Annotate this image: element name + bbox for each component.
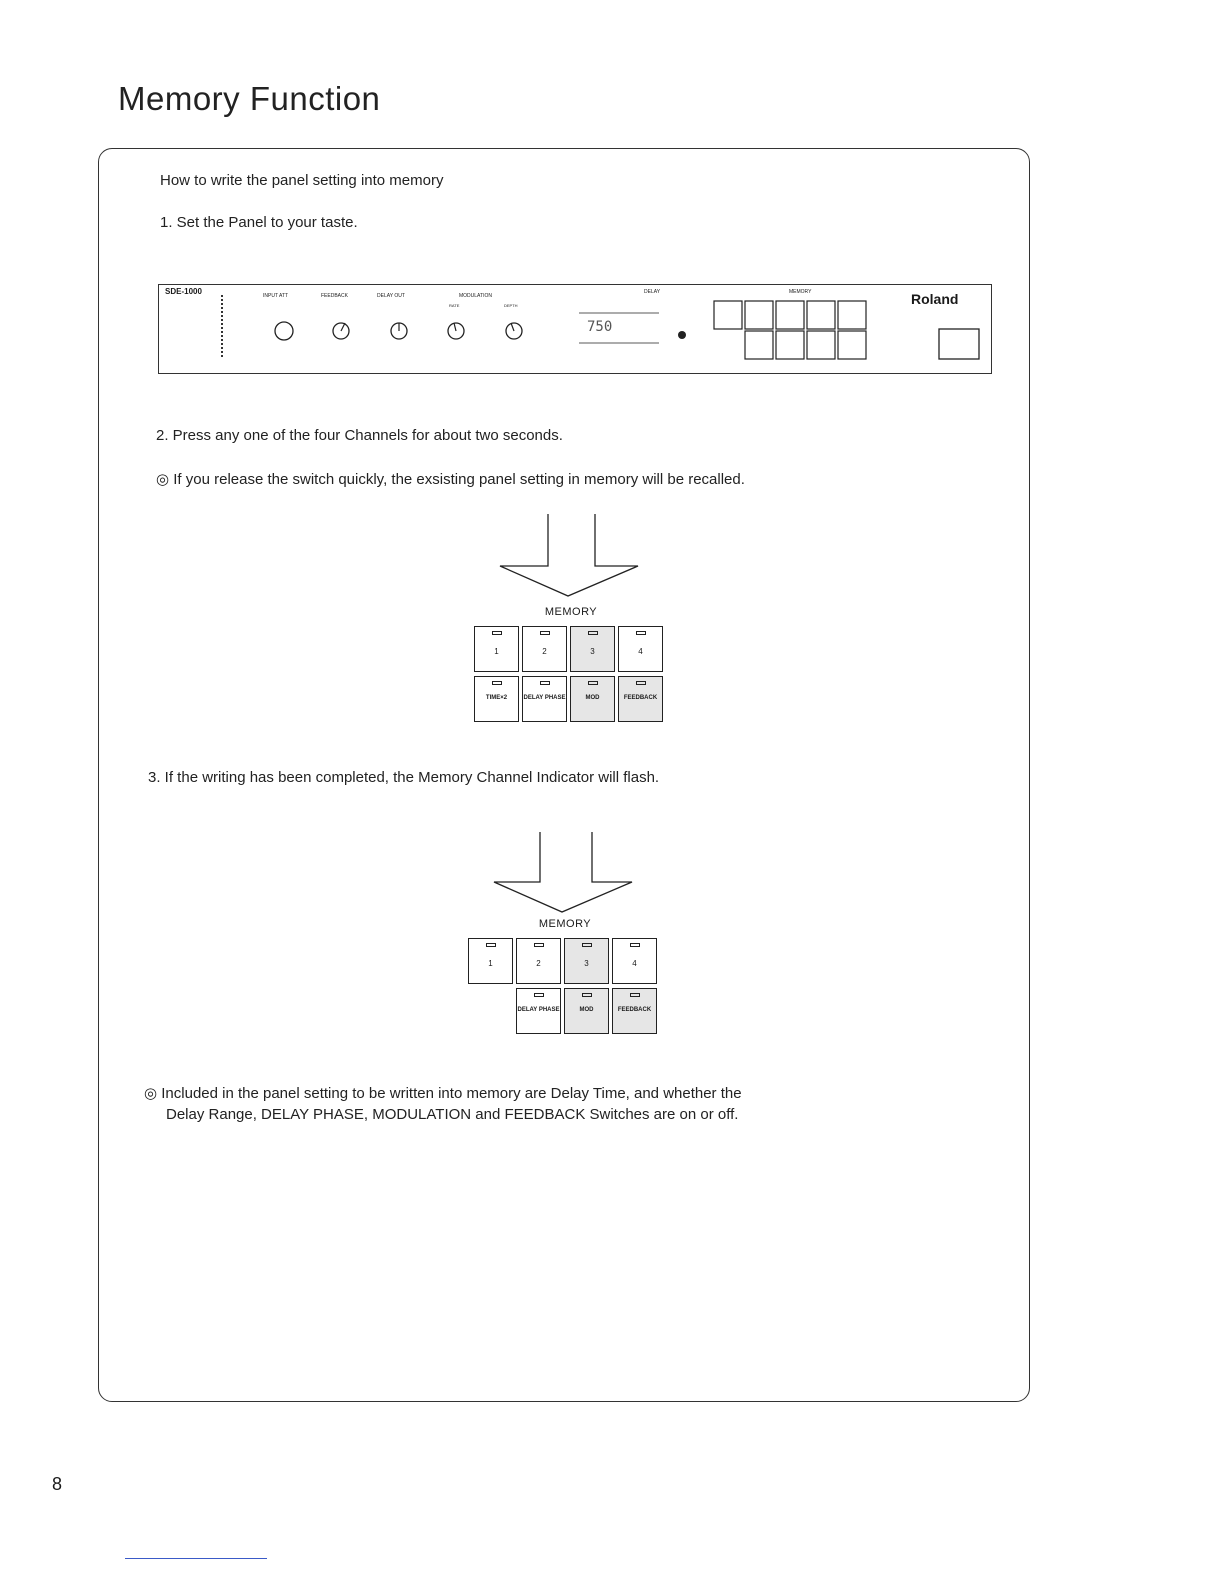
memory-label: MEMORY — [544, 606, 598, 618]
page-title: Memory Function — [118, 80, 381, 117]
panel-label-feedback: FEEDBACK — [321, 293, 348, 299]
channel-number: 3 — [584, 959, 589, 968]
channel-indicator-led — [540, 631, 550, 635]
channel-indicator-led — [630, 943, 640, 947]
footer-rule — [125, 1558, 267, 1559]
memory-channel-3[interactable] — [564, 938, 609, 984]
memory-channel-1[interactable] — [468, 938, 513, 984]
memory-channel-3[interactable] — [570, 626, 615, 672]
switch-indicator-led — [492, 681, 502, 685]
page-number: 8 — [52, 1474, 63, 1494]
channel-number: 4 — [632, 959, 637, 968]
memory-block-1 — [474, 606, 668, 701]
down-arrow-icon — [498, 512, 648, 598]
channel-indicator-led — [582, 943, 592, 947]
note-2-line-1: ◎ Included in the panel setting to be written into memory are Delay Time, and whether the — [144, 1085, 742, 1102]
panel-model: SDE-1000 — [165, 287, 202, 296]
mod-switch[interactable] — [564, 988, 609, 1034]
switch-indicator-led — [588, 681, 598, 685]
channel-number: 3 — [590, 647, 595, 656]
feedback-switch[interactable] — [612, 988, 657, 1034]
channel-number: 2 — [536, 959, 541, 968]
panel-delay-display: 750 — [587, 319, 613, 335]
time-x2-switch[interactable] — [474, 676, 519, 722]
switch-label: MOD — [579, 1007, 594, 1013]
switch-indicator-led — [636, 681, 646, 685]
channel-number: 4 — [638, 647, 643, 656]
switch-label: DELAY PHASE — [517, 1007, 560, 1013]
channel-indicator-led — [492, 631, 502, 635]
memory-channel-1[interactable] — [474, 626, 519, 672]
channel-indicator-led — [486, 943, 496, 947]
memory-channel-2[interactable] — [522, 626, 567, 672]
step-1: 1. Set the Panel to your taste. — [160, 214, 358, 231]
note-1: ◎ If you release the switch quickly, the exsisting panel setting in memory will be recalled. — [156, 471, 745, 488]
panel-label-delay: DELAY — [644, 289, 661, 295]
switch-label: TIME×2 — [485, 695, 508, 701]
step-2: 2. Press any one of the four Channels for about two seconds. — [156, 427, 563, 444]
delay-phase-switch[interactable] — [516, 988, 561, 1034]
memory-channel-4[interactable] — [612, 938, 657, 984]
mod-switch[interactable] — [570, 676, 615, 722]
memory-label: MEMORY — [538, 918, 592, 930]
down-arrow-icon — [492, 830, 642, 914]
panel-label-rate: RATE — [449, 303, 460, 308]
panel-label-delay-out: DELAY OUT — [377, 293, 405, 299]
channel-indicator-led — [588, 631, 598, 635]
switch-label: FEEDBACK — [623, 695, 658, 701]
switch-indicator-led — [540, 681, 550, 685]
switch-label: FEEDBACK — [617, 1007, 652, 1013]
intro-heading: How to write the panel setting into memory — [160, 172, 444, 189]
memory-channel-4[interactable] — [618, 626, 663, 672]
panel-label-modulation: MODULATION — [459, 293, 492, 299]
feedback-switch[interactable] — [618, 676, 663, 722]
switch-indicator-led — [630, 993, 640, 997]
switch-label: MOD — [585, 695, 600, 701]
front-panel-illustration — [158, 284, 992, 374]
memory-block-2 — [468, 918, 662, 1013]
channel-number: 1 — [488, 959, 493, 968]
note-2-line-2: Delay Range, DELAY PHASE, MODULATION and FEEDBACK Switches are on or off. — [166, 1106, 739, 1123]
delay-phase-switch[interactable] — [522, 676, 567, 722]
switch-indicator-led — [582, 993, 592, 997]
switch-label: DELAY PHASE — [523, 695, 566, 701]
panel-label-depth: DEPTH — [504, 303, 518, 308]
memory-channel-2[interactable] — [516, 938, 561, 984]
channel-number: 2 — [542, 647, 547, 656]
panel-knobs-drawing — [159, 285, 993, 375]
panel-brand-logo: Roland — [911, 291, 959, 307]
channel-indicator-led — [636, 631, 646, 635]
channel-number: 1 — [494, 647, 499, 656]
step-3: 3. If the writing has been completed, the Memory Channel Indicator will flash. — [148, 769, 660, 786]
switch-indicator-led — [534, 993, 544, 997]
panel-label-memory: MEMORY — [789, 289, 812, 295]
panel-label-input-att: INPUT ATT — [263, 293, 289, 299]
channel-indicator-led — [534, 943, 544, 947]
